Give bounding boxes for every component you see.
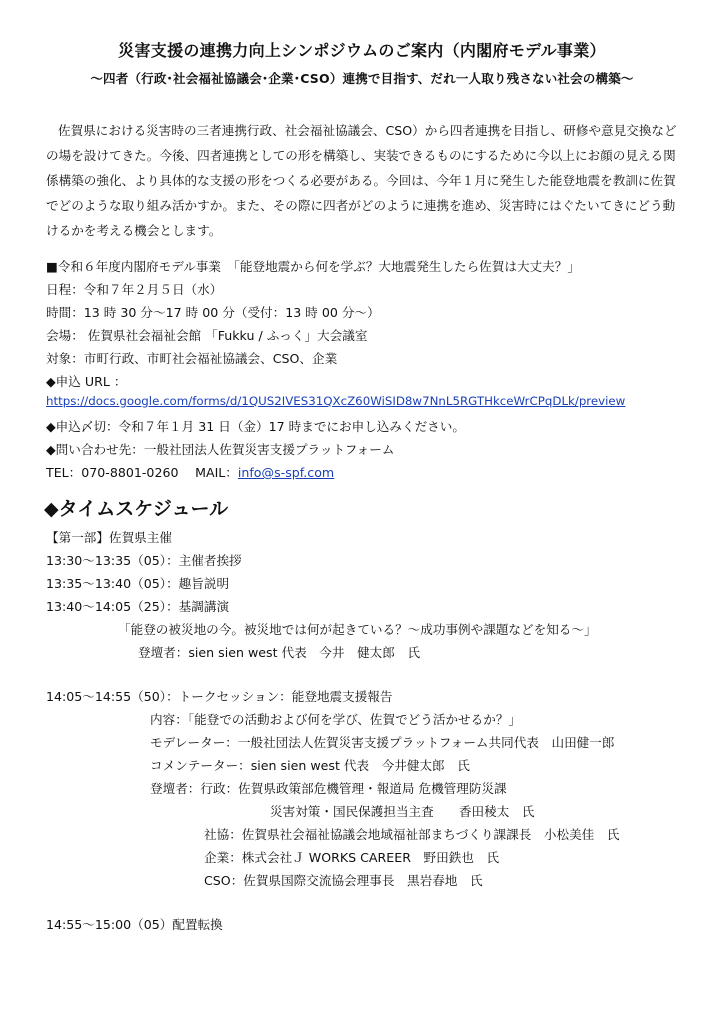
talk-commentator: コメンテーター：sien sien west 代表 今井健太郎 氏 xyxy=(150,758,470,773)
panel-cso: CSO：佐賀県国際交流協会理事長 黒岩春地 氏 xyxy=(204,873,483,888)
panel-company: 企業：株式会社Ｊ WORKS CAREER 野田鉄也 氏 xyxy=(204,850,500,865)
tel-mail-line xyxy=(46,462,334,481)
target-line: 対象：市町行政、市町社会福祉協議会、CSO、企業 xyxy=(46,351,338,366)
schedule-item: 13:40〜14:05（25）：基調講演 xyxy=(46,599,230,614)
part1-label: 【第一部】佐賀県主催 xyxy=(46,530,172,545)
panel-government-detail: 災害対策・国民保護担当主査 香田稜太 氏 xyxy=(270,804,535,819)
email-link[interactable]: info@s-spf.com xyxy=(237,465,335,480)
schedule-item: 14:05〜14:55（50）：トークセッション：能登地震支援報告 xyxy=(46,689,393,704)
page-subtitle: 〜四者（行政･社会福祉協議会･企業･CSO）連携で目指す、だれ一人取り残さない社会の構築〜 xyxy=(90,71,634,86)
contact-line: ◆問い合わせ先：一般社団法人佐賀災害支援プラットフォーム xyxy=(46,442,395,457)
schedule-item: 13:30〜13:35（05）：主催者挨拶 xyxy=(46,553,242,568)
schedule-item: 13:35〜13:40（05）：趣旨説明 xyxy=(46,576,230,591)
apply-url-link[interactable]: https://docs.google.com/forms/d/1QUS2IVES31QXcZ60WiSID8w7NnL5RGTHkceWrCPqDLk/preview xyxy=(46,394,626,408)
program-line: ■令和６年度内閣府モデル事業 「能登地震から何を学ぶ？大地震発生したら佐賀は大丈夫？」 xyxy=(46,259,580,274)
tel-mail-prefix: TEL：070-8801-0260 MAIL： xyxy=(46,465,238,480)
intro-paragraph: 佐賀県における災害時の三者連携行政、社会福祉協議会、CSO）から四者連携を目指し、研修や意見交換などの場を設けてきた。今後、四者連携としての形を構築し、実装できるものにするために今以上にお顔の見える関係構築の強化、より具体的な支援の形をつくる必要がある。今回は、今年１月に発生した能登地震を教訓に佐賀でどのような取り組み活かすか。また、その際に四者がどのように連携を進め、災害時にはぐたいてきにどう動けるかを考える機会とします。 xyxy=(46,123,677,238)
date-line: 日程：令和７年２月５日（水） xyxy=(46,282,223,297)
talk-content: 内容：「能登での活動および何を学び、佐賀でどう活かせるか？」 xyxy=(150,712,522,727)
keynote-title: 「能登の被災地の今。被災地では何が起きている？〜成功事例や課題などを知る〜」 xyxy=(118,622,597,637)
keynote-speaker: 登壇者：sien sien west 代表 今井 健太郎 氏 xyxy=(138,645,421,660)
page-title: 災害支援の連携力向上シンポジウムのご案内（内閣府モデル事業） xyxy=(118,41,606,60)
panel-shakyo: 社協：佐賀県社会福祉協議会地域福祉部まちづくり課課長 小松美佳 氏 xyxy=(204,827,620,842)
panel-government: 登壇者：行政：佐賀県政策部危機管理・報道局 危機管理防災課 xyxy=(150,781,507,796)
deadline-line: ◆申込〆切：令和７年１月 31 日（金）17 時までにお申し込みください。 xyxy=(46,419,465,434)
schedule-item: 14:55〜15:00（05）配置転換 xyxy=(46,917,223,932)
venue-line: 会場： 佐賀県社会福祉会館 「Fukku / ふっく」大会議室 xyxy=(46,328,368,343)
schedule-heading: ◆タイムスケジュール xyxy=(44,498,229,520)
talk-moderator: モデレーター：一般社団法人佐賀災害支援プラットフォーム共同代表 山田健一郎 xyxy=(150,735,615,750)
apply-url-label: ◆申込 URL ： xyxy=(46,374,127,389)
time-line: 時間：13 時 30 分〜17 時 00 分（受付：13 時 00 分〜） xyxy=(46,305,380,320)
